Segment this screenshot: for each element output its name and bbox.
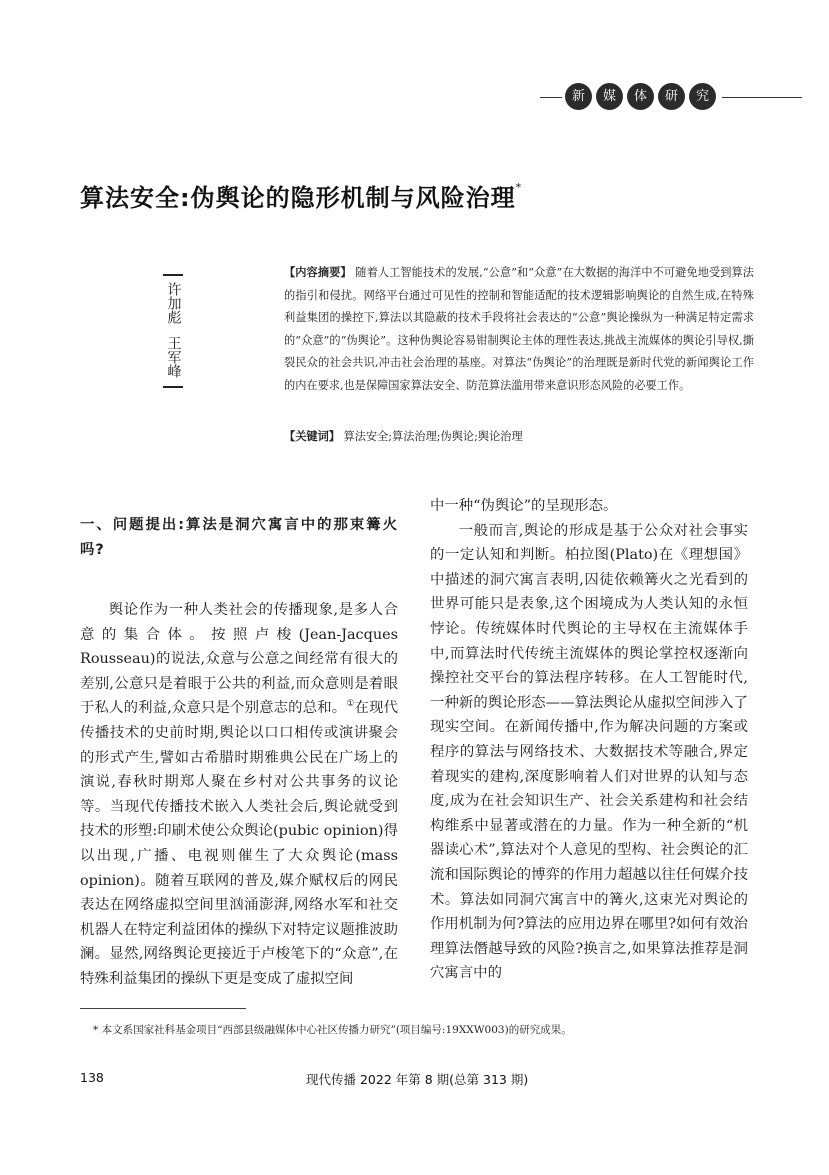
column-badge-char: 媒 [596,83,623,110]
body-column-right [430,494,748,986]
author-rule-top [163,274,183,276]
page-number: 138 [80,1070,104,1085]
body-paragraph: 一般而言,舆论的形成是基于公众对社会事实的一定认知和判断。柏拉图(Plato)在《理想国》中描述的洞穴寓言表明,囚徒依赖篝火之光看到的世界可能只是表象,这个困境成为人类认知的永恒悖论。传统媒体时代舆论的主导权在主流媒体手中,而算法时代传统主流媒体的舆论掌控权逐渐向操控社交平台的算法程序转移。在人工智能时代,一种新的舆论形态——算法舆论从虚拟空间涉入了现实空间。在新闻传播中,作为解决问题的方案或程序的算法与网络技术、大数据技术等融合,界定着现实的建构,深度影响着人们对世界的认知与态度,成为在社会知识生产、社会关系建构和社会结构维系中显著或潜在的力量。作为一种全新的“机器读心术”,算法对个人意见的型构、社会舆论的汇流和国际舆论的博弈的作用力超越以往任何媒介技术。算法如同洞穴寓言中的篝火,这束光对舆论的作用机制为何?算法的应用边界在哪里?如何有效治理算法僭越导致的风险?换言之,如果算法推荐是洞穴寓言中的 [430,522,748,982]
keywords-text: 算法安全;算法治理;伪舆论;舆论治理 [343,430,523,443]
author-rule-bottom [163,386,183,388]
abstract-text: 随着人工智能技术的发展,“公意”和“众意”在大数据的海洋中不可避免地受到算法的指引和侵扰。网络平台通过可见性的控制和智能适配的技术逻辑影响舆论的自然生成,在特殊利益集团的操控下,算法以其隐蔽的技术手段将社会表达的“公意”舆论操纵为一种满足特定需求的“众意”的“伪舆论”。这种伪舆论容易钳制舆论主体的理性表达,挑战主流媒体的舆论引导权,撕裂民众的社会共识,冲击社会治理的基座。对算法“伪舆论”的治理既是新时代党的新闻舆论工作的内在要求,也是保障国家算法安全、防范算法滥用带来意识形态风险的必要工作。 [284,266,754,392]
header-rule-left [540,97,562,98]
column-badge-char: 体 [627,83,654,110]
column-badge-char: 研 [658,83,685,110]
body-paragraph: 舆论作为一种人类社会的传播现象,是多人合意的集合体。按照卢梭(Jean-Jacques Rousseau)的说法,众意与公意之间经常有很大的差别,公意只是着眼于公共的利益,而众意则是着眼于私人的利益,众意只是个别意志的总和。①在现代传播技术的史前时期,舆论以口口相传或演讲聚会的形式产生,譬如古希腊时期雅典公民在广场上的演说,春秋时期郑人聚在乡村对公共事务的议论等。当现代传播技术嵌入人类社会后,舆论就受到技术的形塑:印刷术使公众舆论(pubic opinion)得以出现,广播、电视则催生了大众舆论(mass opinion)。随着互联网的普及,媒介赋权后的网民表达在网络虚拟空间里汹涌澎湃,网络水军和社交机器人在特定利益团体的操纵下对特定议题推波助澜。显然,网络舆论更接近于卢梭笔下的“众意”,在特殊利益集团的操纵下更是变成了虚拟空间 [80,602,398,987]
abstract [284,262,754,398]
title-footnote-mark: * [515,181,523,194]
keywords-label: 【关键词】 [284,430,340,443]
article-title-text: 算法安全:伪舆论的隐形机制与风险治理 [80,184,516,212]
footnote-rule [80,1008,246,1009]
footnote-marker: ① [346,699,355,710]
article-title [80,178,522,213]
keywords [284,426,754,448]
abstract-label: 【内容摘要】 [284,266,352,279]
footnote: * 本文系国家社科基金项目“西部县级融媒体中心社区传播力研究”(项目编号:19XXW003)的研究成果。 [93,1024,572,1036]
column-badge-char: 究 [689,83,716,110]
column-badge-group [565,83,716,110]
header-rule-right [722,97,802,98]
journal-citation: 现代传播 2022 年第 8 期(总第 313 期) [306,1072,529,1087]
section-heading: 一、问题提出:算法是洞穴寓言中的那束篝火吗? [80,517,398,558]
body-column-left [80,494,398,992]
author-block [163,272,183,388]
author-name-2: 王军峰 [165,336,182,378]
column-badge-char: 新 [565,83,592,110]
author-name-1: 许加彪 [165,282,182,324]
body-paragraph-continued: 中一种“伪舆论”的呈现形态。 [430,498,618,514]
